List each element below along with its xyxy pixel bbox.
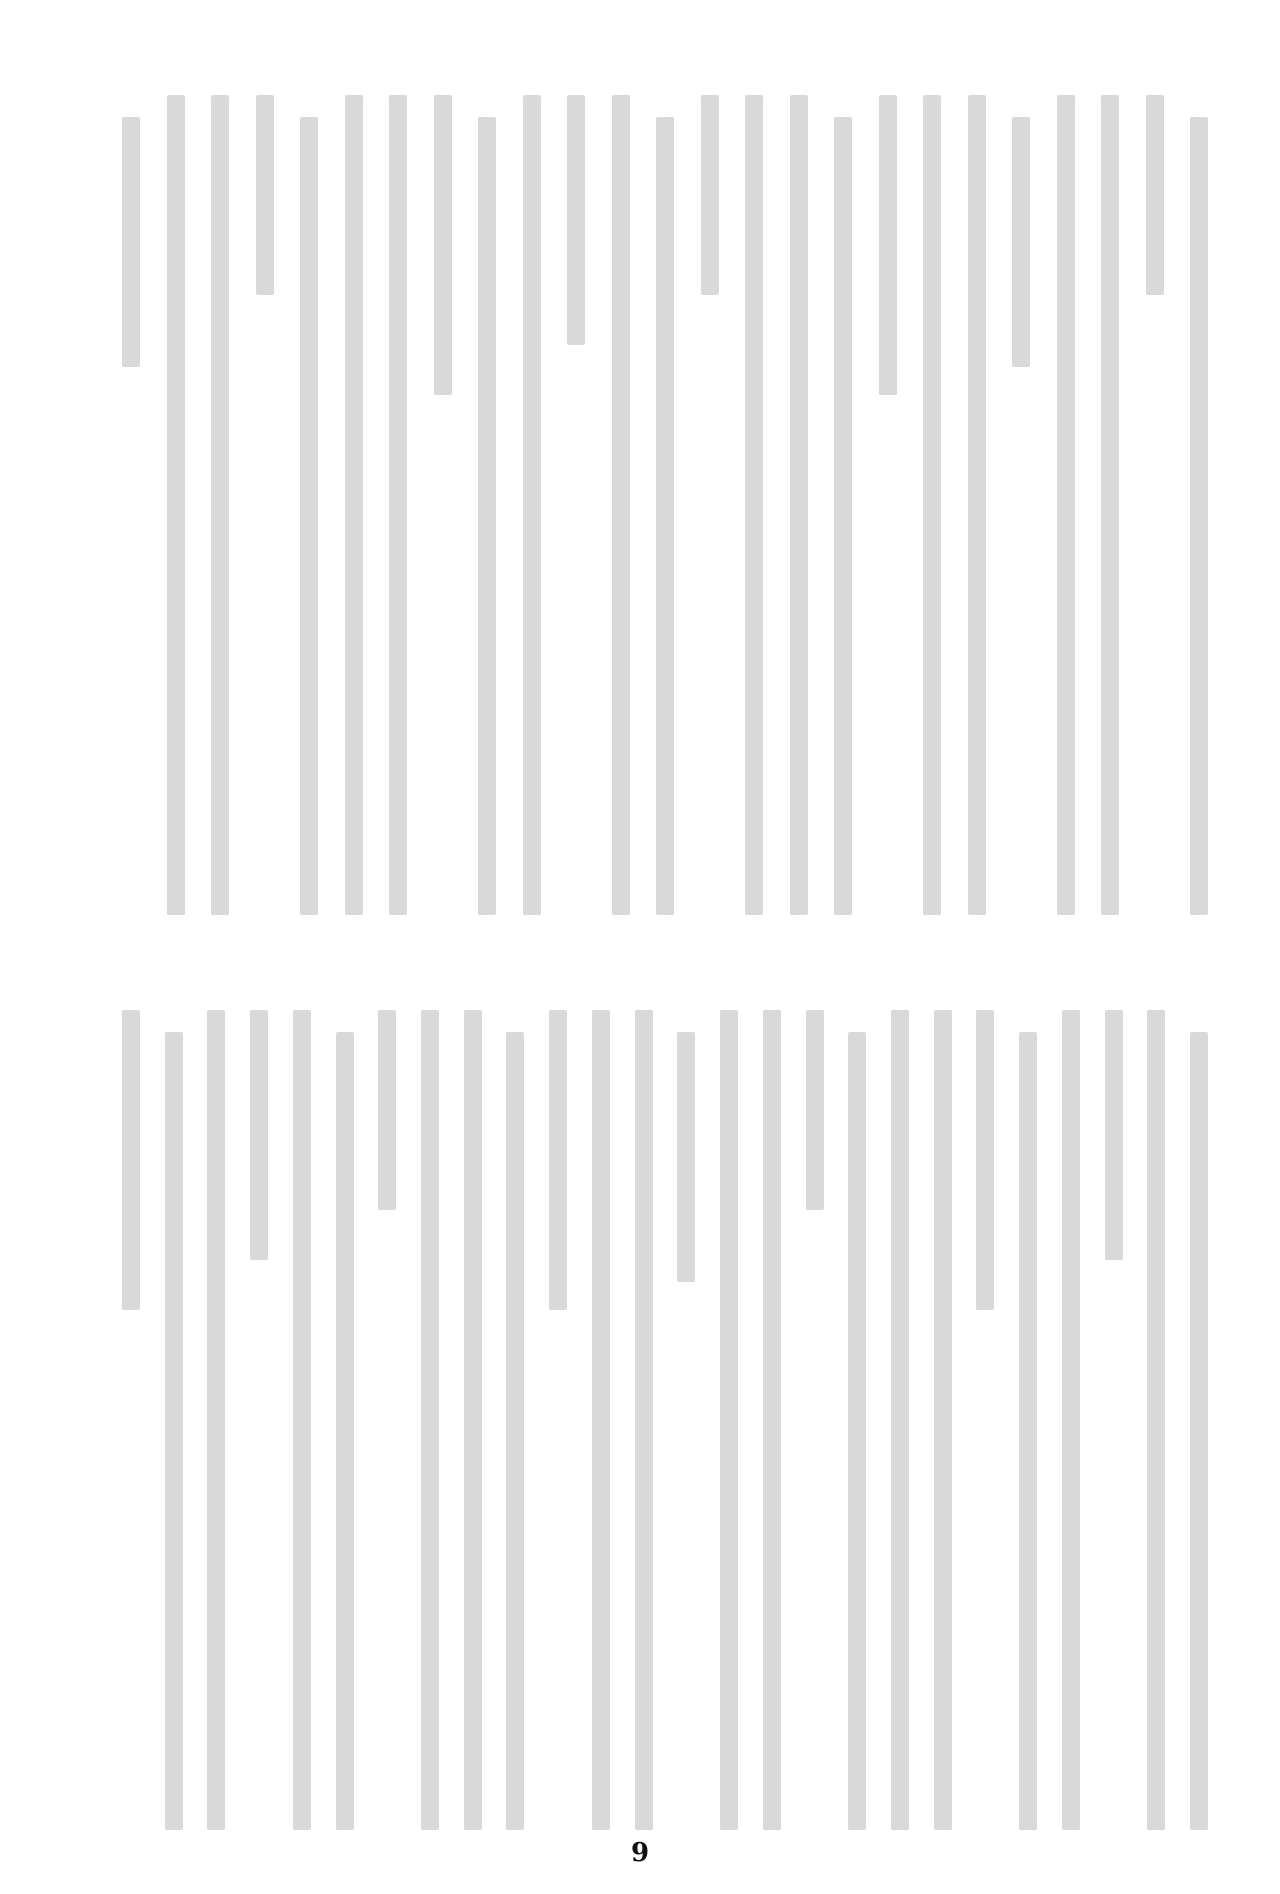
text-column bbox=[432, 95, 454, 945]
text-column bbox=[1055, 95, 1077, 945]
redacted-line bbox=[165, 1032, 183, 1830]
text-column bbox=[743, 95, 765, 945]
redacted-line bbox=[1190, 1032, 1208, 1830]
redacted-line bbox=[891, 1010, 909, 1830]
redacted-line bbox=[677, 1032, 695, 1282]
redacted-line bbox=[478, 117, 496, 915]
text-column bbox=[547, 1010, 569, 1860]
redacted-line bbox=[848, 1032, 866, 1830]
redacted-line bbox=[523, 95, 541, 915]
redacted-line bbox=[256, 95, 274, 295]
text-column bbox=[1017, 1010, 1039, 1860]
text-column bbox=[1060, 1010, 1082, 1860]
redacted-line bbox=[336, 1032, 354, 1830]
text-column bbox=[205, 1010, 227, 1860]
redacted-line bbox=[592, 1010, 610, 1830]
redacted-line bbox=[506, 1032, 524, 1830]
redacted-line bbox=[1147, 1010, 1165, 1830]
redacted-line bbox=[834, 117, 852, 915]
text-column bbox=[832, 95, 854, 945]
text-column bbox=[1103, 1010, 1125, 1860]
text-column bbox=[120, 1010, 142, 1860]
text-column bbox=[298, 95, 320, 945]
redacted-line bbox=[720, 1010, 738, 1830]
text-column bbox=[1144, 95, 1166, 945]
text-column bbox=[718, 1010, 740, 1860]
redacted-line bbox=[1146, 95, 1164, 295]
redacted-line bbox=[345, 95, 363, 915]
redacted-line bbox=[1012, 117, 1030, 367]
redacted-line bbox=[549, 1010, 567, 1310]
text-column bbox=[921, 95, 943, 945]
redacted-line bbox=[745, 95, 763, 915]
redacted-line bbox=[207, 1010, 225, 1830]
redacted-line bbox=[763, 1010, 781, 1830]
text-column bbox=[248, 1010, 270, 1860]
redacted-line bbox=[701, 95, 719, 295]
redacted-line bbox=[567, 95, 585, 345]
text-column bbox=[590, 1010, 612, 1860]
text-block-top bbox=[120, 95, 1210, 945]
text-column bbox=[675, 1010, 697, 1860]
text-column bbox=[120, 95, 142, 945]
text-column bbox=[1188, 1010, 1210, 1860]
text-column bbox=[1145, 1010, 1167, 1860]
redacted-line bbox=[934, 1010, 952, 1830]
redacted-line bbox=[656, 117, 674, 915]
text-column bbox=[974, 1010, 996, 1860]
text-column bbox=[654, 95, 676, 945]
redacted-line bbox=[1190, 117, 1208, 915]
text-block-bottom bbox=[120, 1010, 1210, 1860]
text-column bbox=[889, 1010, 911, 1860]
text-column bbox=[877, 95, 899, 945]
text-column bbox=[804, 1010, 826, 1860]
text-column bbox=[788, 95, 810, 945]
redacted-line bbox=[167, 95, 185, 915]
redacted-line bbox=[300, 117, 318, 915]
text-column bbox=[343, 95, 365, 945]
text-column bbox=[699, 95, 721, 945]
redacted-line bbox=[635, 1010, 653, 1830]
redacted-line bbox=[464, 1010, 482, 1830]
text-column bbox=[334, 1010, 356, 1860]
text-column bbox=[376, 1010, 398, 1860]
redacted-line bbox=[122, 117, 140, 367]
redacted-line bbox=[1057, 95, 1075, 915]
redacted-line bbox=[968, 95, 986, 915]
text-column bbox=[254, 95, 276, 945]
redacted-line bbox=[378, 1010, 396, 1210]
redacted-line bbox=[293, 1010, 311, 1830]
redacted-line bbox=[806, 1010, 824, 1210]
redacted-line bbox=[1101, 95, 1119, 915]
text-column bbox=[419, 1010, 441, 1860]
text-column bbox=[476, 95, 498, 945]
text-column bbox=[761, 1010, 783, 1860]
text-column bbox=[165, 95, 187, 945]
redacted-line bbox=[1062, 1010, 1080, 1830]
text-column bbox=[846, 1010, 868, 1860]
text-column bbox=[633, 1010, 655, 1860]
text-column bbox=[521, 95, 543, 945]
text-column bbox=[387, 95, 409, 945]
redacted-line bbox=[389, 95, 407, 915]
redacted-line bbox=[421, 1010, 439, 1830]
text-column bbox=[610, 95, 632, 945]
redacted-line bbox=[434, 95, 452, 395]
redacted-line bbox=[923, 95, 941, 915]
redacted-line bbox=[879, 95, 897, 395]
redacted-line bbox=[1019, 1032, 1037, 1830]
text-column bbox=[1188, 95, 1210, 945]
redacted-line bbox=[1105, 1010, 1123, 1260]
redacted-line bbox=[250, 1010, 268, 1260]
text-column bbox=[966, 95, 988, 945]
text-column bbox=[932, 1010, 954, 1860]
text-column bbox=[163, 1010, 185, 1860]
text-column bbox=[462, 1010, 484, 1860]
text-column bbox=[209, 95, 231, 945]
redacted-line bbox=[122, 1010, 140, 1310]
page-number: 9 bbox=[630, 1838, 650, 1868]
redacted-line bbox=[612, 95, 630, 915]
redacted-line bbox=[976, 1010, 994, 1310]
text-column bbox=[565, 95, 587, 945]
text-column bbox=[1099, 95, 1121, 945]
text-column bbox=[291, 1010, 313, 1860]
text-column bbox=[1010, 95, 1032, 945]
redacted-line bbox=[211, 95, 229, 915]
redacted-line bbox=[790, 95, 808, 915]
text-column bbox=[504, 1010, 526, 1860]
